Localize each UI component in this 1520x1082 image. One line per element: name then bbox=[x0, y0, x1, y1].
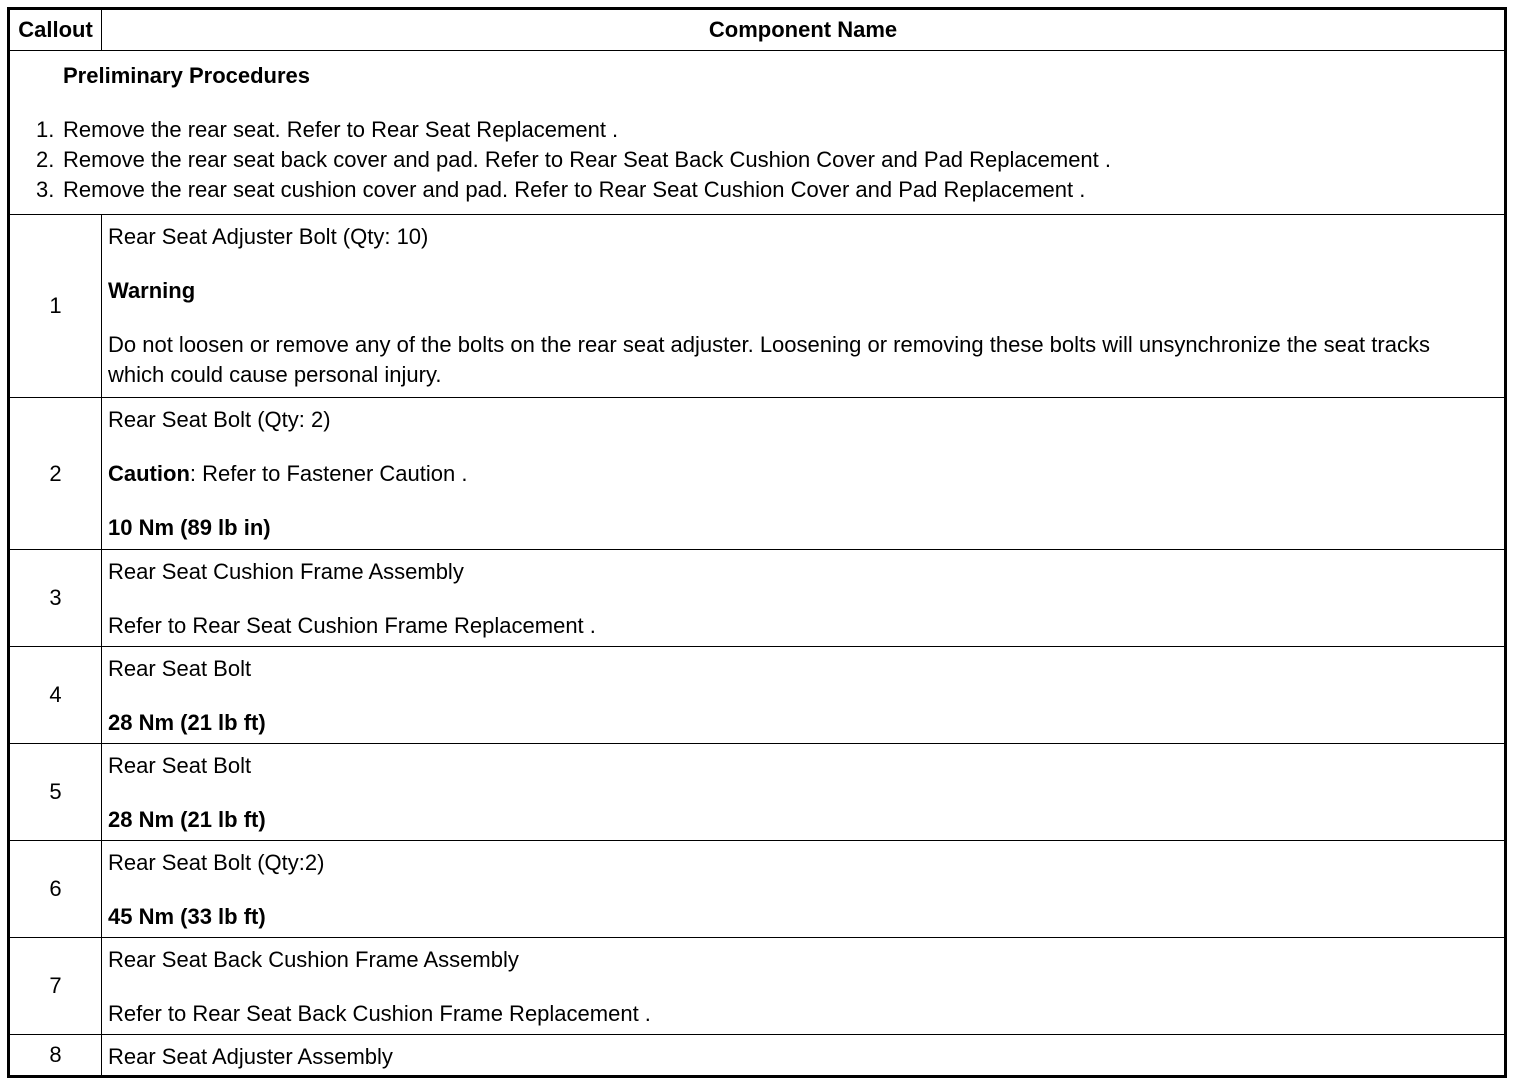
step-number: 2. bbox=[36, 147, 55, 172]
table-row bbox=[9, 215, 1506, 398]
component-cell bbox=[102, 647, 1506, 744]
warning-text: Do not loosen or remove any of the bolts on the rear seat adjuster. Loosening or removing these bolts will unsynchronize the seat tracks which could cause personal injury. bbox=[108, 332, 1430, 387]
caution-text: : Refer to Fastener Caution . bbox=[189, 461, 468, 486]
step-number: 3. bbox=[36, 177, 55, 202]
callout-number: 8 bbox=[9, 1035, 102, 1077]
component-name: Rear Seat Bolt bbox=[108, 656, 252, 681]
step-1 bbox=[10, 115, 1504, 145]
torque-spec: 28 Nm (21 lb ft) bbox=[108, 807, 266, 832]
component-cell bbox=[102, 841, 1506, 938]
component-name-header: Component Name bbox=[102, 9, 1506, 51]
component-cell bbox=[102, 215, 1506, 398]
preliminary-procedures bbox=[9, 51, 1506, 215]
step-text: Remove the rear seat cushion cover and pad. Refer to Rear Seat Cushion Cover and Pad Replacement . bbox=[63, 177, 1086, 202]
callout-number: 6 bbox=[9, 841, 102, 938]
warning-label: Warning bbox=[108, 278, 196, 303]
reference-note: Refer to Rear Seat Cushion Frame Replacement . bbox=[108, 613, 596, 638]
reference-note: Refer to Rear Seat Back Cushion Frame Replacement . bbox=[108, 1001, 651, 1026]
table-row bbox=[9, 938, 1506, 1035]
table-row bbox=[9, 744, 1506, 841]
preliminary-title: Preliminary Procedures bbox=[63, 63, 311, 88]
callout-header: Callout bbox=[9, 9, 102, 51]
step-number: 1. bbox=[36, 117, 55, 142]
caution-label: Caution bbox=[108, 461, 190, 486]
component-cell bbox=[102, 1035, 1506, 1077]
step-3 bbox=[10, 175, 1504, 205]
callout-number: 5 bbox=[9, 744, 102, 841]
component-cell bbox=[102, 398, 1506, 550]
step-text: Remove the rear seat back cover and pad. Refer to Rear Seat Back Cushion Cover and Pad Replacement . bbox=[63, 147, 1112, 172]
table-row bbox=[9, 398, 1506, 550]
component-name: Rear Seat Bolt (Qty:2) bbox=[108, 850, 325, 875]
torque-spec: 10 Nm (89 lb in) bbox=[108, 515, 271, 540]
callout-number: 4 bbox=[9, 647, 102, 744]
component-cell bbox=[102, 744, 1506, 841]
header-row bbox=[9, 9, 1506, 51]
callout-number: 2 bbox=[9, 398, 102, 550]
component-cell bbox=[102, 938, 1506, 1035]
component-cell bbox=[102, 550, 1506, 647]
callout-number: 1 bbox=[9, 215, 102, 398]
component-name: Rear Seat Cushion Frame Assembly bbox=[108, 559, 464, 584]
procedure-table bbox=[7, 7, 1507, 1078]
preliminary-row bbox=[9, 51, 1506, 215]
step-text: Remove the rear seat. Refer to Rear Seat Replacement . bbox=[63, 117, 619, 142]
torque-spec: 28 Nm (21 lb ft) bbox=[108, 710, 266, 735]
caution-line bbox=[108, 459, 1484, 489]
table-row bbox=[9, 647, 1506, 744]
table-row bbox=[9, 841, 1506, 938]
component-name: Rear Seat Adjuster Bolt (Qty: 10) bbox=[108, 224, 429, 249]
torque-spec: 45 Nm (33 lb ft) bbox=[108, 904, 266, 929]
component-name: Rear Seat Adjuster Assembly bbox=[108, 1044, 393, 1069]
callout-number: 7 bbox=[9, 938, 102, 1035]
table-row bbox=[9, 1035, 1506, 1077]
component-name: Rear Seat Bolt bbox=[108, 753, 252, 778]
callout-number: 3 bbox=[9, 550, 102, 647]
table-row bbox=[9, 550, 1506, 647]
component-name: Rear Seat Back Cushion Frame Assembly bbox=[108, 947, 519, 972]
component-name: Rear Seat Bolt (Qty: 2) bbox=[108, 407, 331, 432]
step-2 bbox=[10, 145, 1504, 175]
